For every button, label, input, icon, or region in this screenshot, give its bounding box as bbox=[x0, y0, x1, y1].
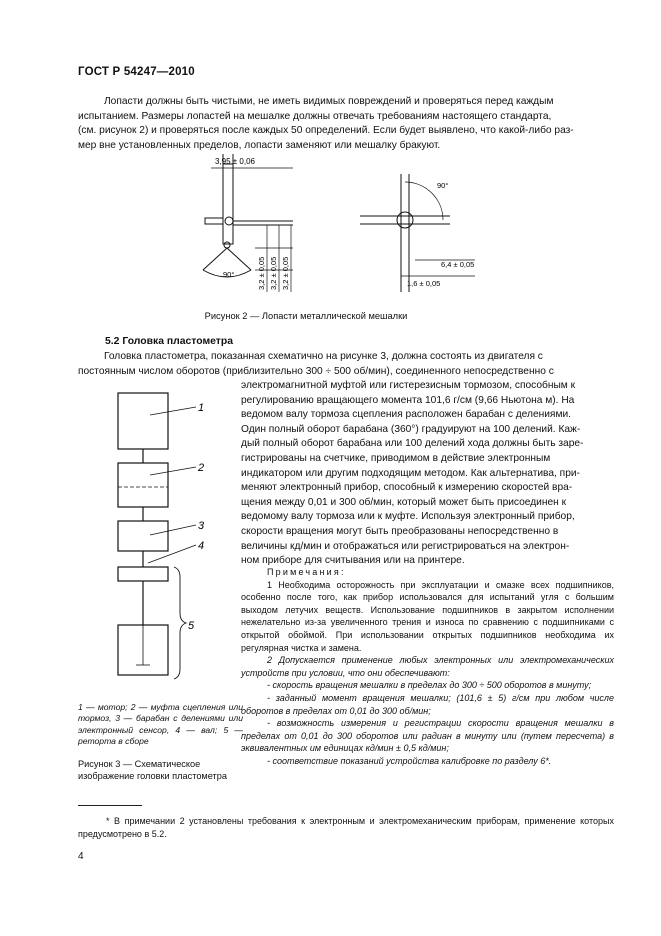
drum-block bbox=[118, 521, 168, 551]
shaft-block bbox=[118, 567, 168, 581]
dim-r1-label: 6,4 ± 0,05 bbox=[441, 260, 475, 269]
note-2-item: - возможность измерения и регистрации скорости вращения мешалки в пределах от 0,01 до 300 оборотов или радиан в минуту или (путем пересчета) в эквивалентных им единицах кд/мин ± 0,5 кд/мин; bbox=[241, 718, 614, 754]
figure-3-caption: Рисунок 3 — Схематическое изображение головки пластометра bbox=[78, 759, 227, 782]
paragraph-line: ведомому валу тормоза или к муфте. Используя электронный прибор, bbox=[241, 511, 575, 523]
paragraph-line: меняют электронный прибор, способный к измерению скоростей вра- bbox=[241, 482, 573, 494]
paragraph-line: испытанием. Размеры лопастей на мешалке должны отвечать требованиям настоящего стандарта, bbox=[78, 110, 552, 122]
notes-title: Примечания: bbox=[267, 567, 346, 577]
angle-left-label: 90° bbox=[223, 270, 235, 279]
paragraph-blades bbox=[78, 95, 614, 153]
paragraph-line: регулированию вращающего момента 101,6 г/см (9,66 Ньютона м). На bbox=[241, 394, 575, 406]
figure-3-legend: 1 — мотор; 2 — муфта сцепления или тормоз, 3 — барабан с делениями или электронный сенсор, 4 — вал; 5 — реторта в сборе bbox=[78, 702, 243, 747]
angle-right-label: 90° bbox=[437, 181, 449, 190]
left-shaft bbox=[223, 164, 233, 244]
note-1: 1 Необходима осторожность при эксплуатации и смазке всех подшипников, особенно после того, как прибор использовался для испытаний угля с большим выходом летучих веществ. Использование подшипников в закрытом исполнении нежелательно из-за увеличенного трения и износа по сравнению с подшипниками с открытой обоймой. При использовании открытых подшипников необходима их регулярная чистка и замена. bbox=[241, 579, 614, 653]
figure-2-blades-drawing bbox=[175, 152, 475, 302]
note-2-item: - скорость вращения мешалки в пределах до 300 ÷ 500 оборотов в минуту; bbox=[267, 680, 592, 691]
figure-3-head-schematic bbox=[78, 385, 238, 685]
dim-top-label: 3,95 ± 0,06 bbox=[215, 157, 255, 166]
section-heading: 5.2 Головка пластометра bbox=[105, 336, 233, 347]
paragraph-line: ведомом валу тормоза сцепления расположен барабан с делениями. bbox=[241, 409, 571, 421]
page-number: 4 bbox=[78, 851, 84, 862]
paragraph-line: гистрированы на счетчике, приводимом в действие электронным bbox=[241, 452, 551, 464]
motor-block bbox=[118, 393, 168, 449]
paragraph-line: ном приборе для считывания или на принтере. bbox=[241, 555, 465, 567]
footnote-divider bbox=[78, 805, 142, 806]
paragraph-line: Один полный оборот барабана (360°) градуируют на 100 делений. Каж- bbox=[241, 423, 581, 435]
clutch-block bbox=[118, 463, 168, 507]
paragraph-line: (см. рисунок 2) и проверяться после каждых 50 определений. Если будет выявлено, что какой-либо раз- bbox=[78, 125, 574, 137]
label-2: 2 bbox=[198, 462, 205, 474]
paragraph-head-intro bbox=[78, 350, 614, 379]
paragraph-line: Головка пластометра, показанная схематично на рисунке 3, должна состоять из двигателя с bbox=[104, 351, 543, 362]
label-1: 1 bbox=[198, 402, 205, 414]
paragraph-line: электромагнитной муфтой или гистерезисным тормозом, способным к bbox=[241, 380, 576, 391]
paragraph-line: Лопасти должны быть чистыми, не иметь видимых повреждений и проверяться перед каждым bbox=[104, 96, 554, 107]
label-3: 3 bbox=[198, 520, 205, 532]
paragraph-line: мер вне установленных пределов, лопасти заменяют или мешалку бракуют. bbox=[78, 139, 441, 151]
notes-block bbox=[241, 566, 614, 768]
label-5: 5 bbox=[188, 620, 195, 632]
dim-v2-label: 3,2 ± 0,05 bbox=[269, 256, 278, 290]
note-2-item: - заданный момент вращения мешалки; (101,6 ± 5) г/см при любом числе оборотов в пределах от 0,01 до 300 об/мин; bbox=[241, 692, 614, 716]
document-header: ГОСТ Р 54247—2010 bbox=[78, 66, 195, 78]
paragraph-line: скорости вращения могут быть преобразованы непосредственно в bbox=[241, 525, 559, 537]
dim-r2-label: 1,6 ± 0,05 bbox=[407, 279, 441, 288]
figure-2-caption: Рисунок 2 — Лопасти металлической мешалки bbox=[204, 311, 408, 321]
dim-v3-label: 3,2 ± 0,05 bbox=[281, 256, 290, 290]
note-2-intro: 2 Допускается применение любых электронных или электромеханических устройств при условии, что они обеспечивают: bbox=[241, 655, 614, 678]
footnote: * В примечании 2 установлены требования к электронным и электромеханическим приборам, применение которых предусмотрено в 5.2. bbox=[78, 816, 614, 839]
label-4: 4 bbox=[198, 540, 205, 552]
paragraph-head-body bbox=[241, 379, 614, 569]
note-2-item: - соответствие показаний устройства калибровке по разделу 6*. bbox=[267, 755, 552, 766]
paragraph-line: постоянным числом оборотов (приблизительно 300 ÷ 500 об/мин), соединенного непосредственно с bbox=[78, 365, 554, 377]
paragraph-line: величины кд/мин и отображаться или регистрироваться на электрон- bbox=[241, 540, 570, 552]
paragraph-line: индикатором или другим подходящим методом. Как альтернатива, при- bbox=[241, 467, 580, 479]
paragraph-line: дый полный оборот барабана или 100 делений хода должны быть заре- bbox=[241, 438, 584, 450]
paragraph-line: щения между 0,01 и 300 об/мин, который может быть присоединен к bbox=[241, 496, 567, 508]
dim-v1-label: 3,2 ± 0,05 bbox=[257, 256, 266, 290]
